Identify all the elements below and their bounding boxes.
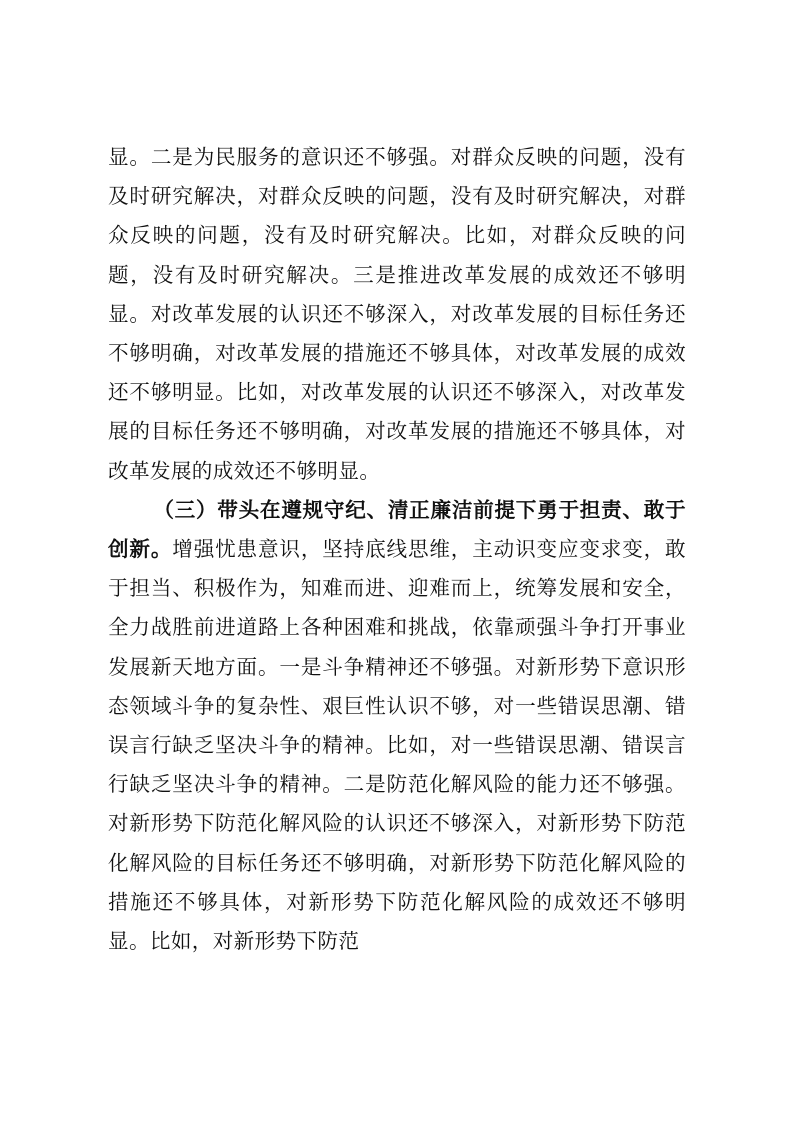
paragraph-text: 显。二是为民服务的意识还不够强。对群众反映的问题，没有及时研究解决，对群众反映的问题，没有及时研究解决，对群众反映的问题，没有及时研究解决。比如，对群众反映的问题，没有及时研究解决。三是推进改革发展的成效还不够明显。对改革发展的认识还不够深入，对改革发展的目标任务还不够明确，对改革发展的措施还不够具体，对改革发展的成效还不够明显。比如，对改革发展的认识还不够深入，对改革发展的目标任务还不够明确，对改革发展的措施还不够具体，对改革发展的成效还不够明显。	[108, 145, 686, 483]
paragraph-text: 增强忧患意识，坚持底线思维，主动识变应变求变，敢于担当、积极作为，知难而进、迎难而上，统筹发展和安全，全力战胜前进道路上各种困难和挑战，依靠顽强斗争打开事业发展新天地方面。一是斗争精神还不够强。对新形势下意识形态领域斗争的复杂性、艰巨性认识不够，对一些错误思潮、错误言行缺乏坚决斗争的精神。比如，对一些错误思潮、错误言行缺乏坚决斗争的精神。二是防范化解风险的能力还不够强。对新形势下防范化解风险的认识还不够深入，对新形势下防范化解风险的目标任务还不够明确，对新形势下防范化解风险的措施还不够具体，对新形势下防范化解风险的成效还不够明显。比如，对新形势下防范	[108, 537, 686, 954]
paragraph-section-three	[108, 491, 686, 961]
paragraph-continuation	[108, 138, 686, 491]
section-heading: （三）带头在遵规守纪、清正廉洁前提下勇于担责、敢于创新。	[108, 497, 686, 562]
document-body	[108, 138, 686, 961]
